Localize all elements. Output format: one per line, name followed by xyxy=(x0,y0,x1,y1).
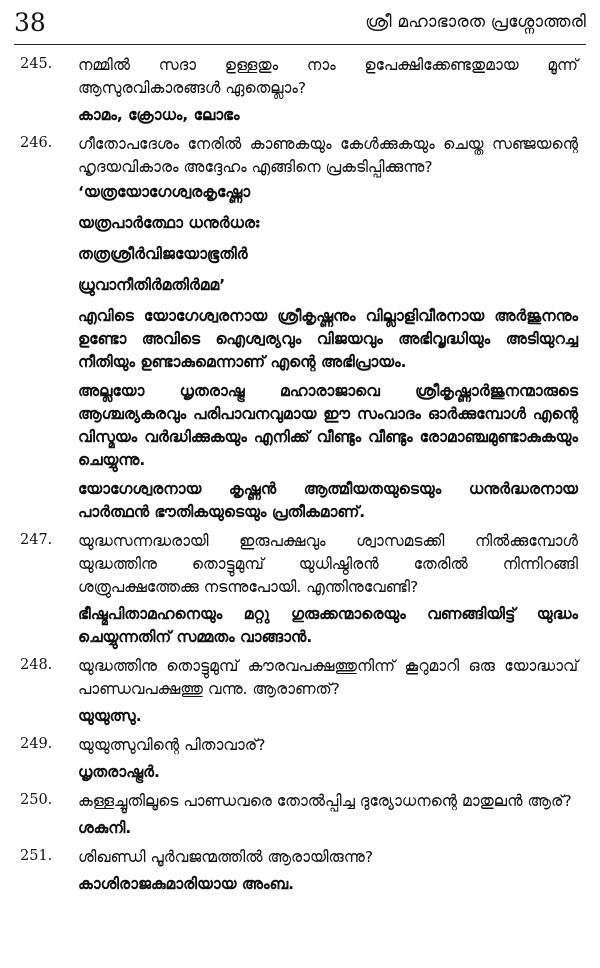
answer-text: കാശിരാജകുമാരിയായ അംബ. xyxy=(78,875,294,893)
answer-block xyxy=(78,761,578,784)
answer-block xyxy=(78,181,578,524)
question xyxy=(20,790,578,813)
question-number: 248. xyxy=(20,657,53,673)
page-number: 38 xyxy=(14,8,46,37)
qa-item-250 xyxy=(20,790,578,840)
question xyxy=(20,846,578,869)
answer-text: ധൃതരാഷ്ട്രർ. xyxy=(78,763,160,781)
answer-text: അല്ലയോ ധൃതരാഷ്ട്ര മഹാരാജാവെ ശ്രീകൃഷ്ണാർജുനന്മാരുടെ ആശ്ചര്യകരവും പരിപാവനവുമായ ഈ സംവാദം ഓർക്കുമ്പോൾ എന്റെ വിസ്മയം വർദ്ധിക്കുകയും എനിക്ക് വീണ്ടും വീണ്ടും രോമാഞ്ചമുണ്ടാകുകയും ചെയ്യുന്നു. xyxy=(78,382,578,469)
answer-text: എവിടെ യോഗേശ്വരനായ ശ്രീകൃഷ്ണനും വില്ലാളിവീരനായ അർജുനനും ഉണ്ടോ അവിടെ ഐശ്വര്യവും വിജയവും അഭിവൃദ്ധിയും അടിയുറച്ച നീതിയും ഉണ്ടാകുമെന്നാണ് എന്റെ അഭിപ്രായം. xyxy=(78,307,578,371)
question-text: യുദ്ധസന്നദ്ധരായി ഇരുപക്ഷവും ശ്വാസമടക്കി നിൽക്കുമ്പോൾ യുദ്ധത്തിനു തൊട്ടുമുമ്പ് യുധിഷ്ഠിരൻ തേരിൽ നിന്നിറങ്ങി ശത്രുപക്ഷത്തേക്കു നടന്നുപോയി. എന്തിനുവേണ്ടി? xyxy=(78,532,578,596)
question xyxy=(20,734,578,757)
question-text: യുയുത്സുവിന്റെ പിതാവാര്? xyxy=(78,736,266,754)
question-number: 247. xyxy=(20,532,53,548)
qa-item-251 xyxy=(20,846,578,896)
header-rule xyxy=(14,44,586,45)
answer-block xyxy=(78,603,578,649)
answer-text: ശകുനി. xyxy=(78,819,132,837)
question-text: യുദ്ധത്തിനു തൊട്ടുമുമ്പ് കൗരവപക്ഷത്തുനിന്ന് കൂറുമാറി ഒരു യോദ്ധാവ് പാണ്ഡവപക്ഷത്തു വന്നു. ആരാണത്? xyxy=(78,657,578,698)
question-number: 246. xyxy=(20,135,53,151)
answer-block xyxy=(78,873,578,896)
question-text: ഗീതോപദേശം നേരിൽ കാണുകയും കേൾക്കുകയും ചെയ്ത സഞ്ജയന്റെ ഹൃദയവികാരം അദ്ദേഹം എങ്ങിനെ പ്രകടിപ്പിക്കുന്നു? xyxy=(78,135,578,176)
question xyxy=(20,655,578,701)
question-number: 249. xyxy=(20,736,53,752)
answer-block xyxy=(78,705,578,728)
qa-item-246 xyxy=(20,133,578,524)
question-number: 251. xyxy=(20,848,53,864)
qa-item-248 xyxy=(20,655,578,728)
answer-text: കാമം, ക്രോധം, ലോഭം xyxy=(78,106,240,124)
answer-block xyxy=(78,104,578,127)
question-number: 245. xyxy=(20,56,53,72)
qa-item-245 xyxy=(20,54,578,127)
question xyxy=(20,54,578,100)
verse-line: യത്രപാർത്ഥോ ധനുർധരഃ xyxy=(78,214,260,232)
qa-list xyxy=(20,54,578,902)
answer-text: യുയുത്സു. xyxy=(78,707,142,725)
verse-line: തത്രശ്രീർവിജയോഭൂതിർ xyxy=(78,245,248,263)
running-title: ശ്രീ മഹാഭാരത പ്രശ്നോത്തരി xyxy=(365,12,586,32)
question-text: ശിഖണ്ഡി പൂർവജന്മത്തിൽ ആരായിരുന്നു? xyxy=(78,848,374,866)
answer-block xyxy=(78,817,578,840)
qa-item-247 xyxy=(20,530,578,649)
verse-line: ‘യത്രയോഗേശ്വരകൃഷ്ണോ xyxy=(78,183,251,201)
question-text: കള്ളച്ചൂതിലൂടെ പാണ്ഡവരെ തോൽപ്പിച്ച ദുര്യോധനന്റെ മാതുലൻ ആര്? xyxy=(78,792,572,810)
question xyxy=(20,530,578,599)
verse-line: ധ്രുവാനീതിർമതിർമമ’ xyxy=(78,276,226,294)
answer-text: ഭീഷ്മപിതാമഹനെയും മറ്റു ഗുരുക്കന്മാരെയും വണങ്ങിയിട്ട് യുദ്ധം ചെയ്യുന്നതിന് സമ്മതം വാങ്ങാൻ. xyxy=(78,605,578,646)
question xyxy=(20,133,578,179)
question-text: നമ്മിൽ സദാ ഉള്ളതും നാം ഉപേക്ഷിക്കേണ്ടതുമായ മൂന്ന് ആസുരവികാരങ്ങൾ ഏതെല്ലാം? xyxy=(78,56,578,97)
question-number: 250. xyxy=(20,792,53,808)
answer-text: യോഗേശ്വരനായ കൃഷ്ണൻ ആത്മീയതയുടെയും ധനുർദ്ധരനായ പാർത്ഥൻ ഭൗതികയുടെയും പ്രതീകമാണ്. xyxy=(78,480,578,521)
qa-item-249 xyxy=(20,734,578,784)
